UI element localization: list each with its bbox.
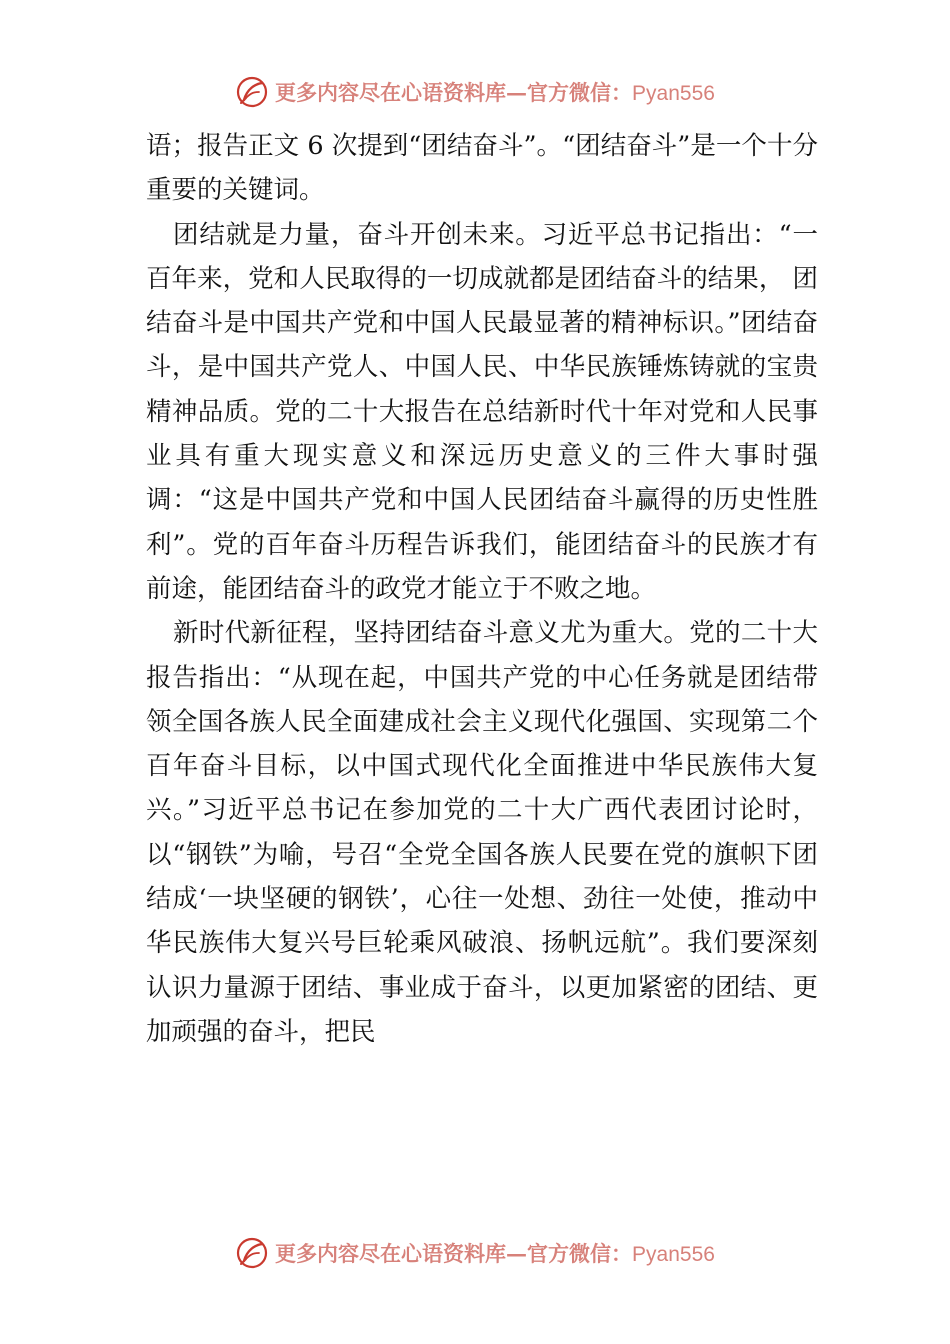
header-banner-text: 更多内容尽在心语资料库—官方微信：Pyan556	[275, 80, 715, 105]
header-banner	[0, 70, 950, 114]
footer-wechat-id: Pyan556	[632, 1243, 715, 1266]
logo-icon	[235, 1236, 269, 1270]
paragraph: 新时代新征程，坚持团结奋斗意义尤为重大。党的二十大报告指出：“从现在起，中国共产党的中心任务就是团结带领全国各族人民全面建成社会主义现代化强国、实现第二个百年奋斗目标，以中国式现代化全面推进中华民族伟大复兴。”习近平总书记在参加党的二十大广西代表团讨论时，以“钢铁”为喻，号召“全党全国各族人民要在党的旗帜下团结成‘一块坚硬的钢铁’，心往一处想、劲往一处使，推动中华民族伟大复兴号巨轮乘风破浪、扬帆远航”。我们要深刻认识力量源于团结、事业成于奋斗，以更加紧密的团结、更加顽强的奋斗，把民	[146, 618, 818, 1047]
document-body	[146, 124, 818, 1054]
footer-banner	[0, 1231, 950, 1275]
paragraph: 语；报告正文 6 次提到“团结奋斗”。“团结奋斗”是一个十分重要的关键词。	[146, 131, 818, 206]
logo-icon	[235, 75, 269, 109]
header-wechat-id: Pyan556	[632, 82, 715, 105]
footer-banner-text: 更多内容尽在心语资料库—官方微信：Pyan556	[275, 1241, 715, 1266]
paragraph: 团结就是力量，奋斗开创未来。习近平总书记指出：“一百年来，党和人民取得的一切成就都是团结奋斗的结果， 团结奋斗是中国共产党和中国人民最显著的精神标识。”团结奋斗，是中国共产党人、中国人民、中华民族锤炼铸就的宝贵精神品质。党的二十大报告在总结新时代十年对党和人民事业具有重大现实意义和深远历史意义的三件大事时强调：“这是中国共产党和中国人民团结奋斗赢得的历史性胜利”。党的百年奋斗历程告诉我们，能团结奋斗的民族才有前途，能团结奋斗的政党才能立于不败之地。	[146, 219, 818, 604]
